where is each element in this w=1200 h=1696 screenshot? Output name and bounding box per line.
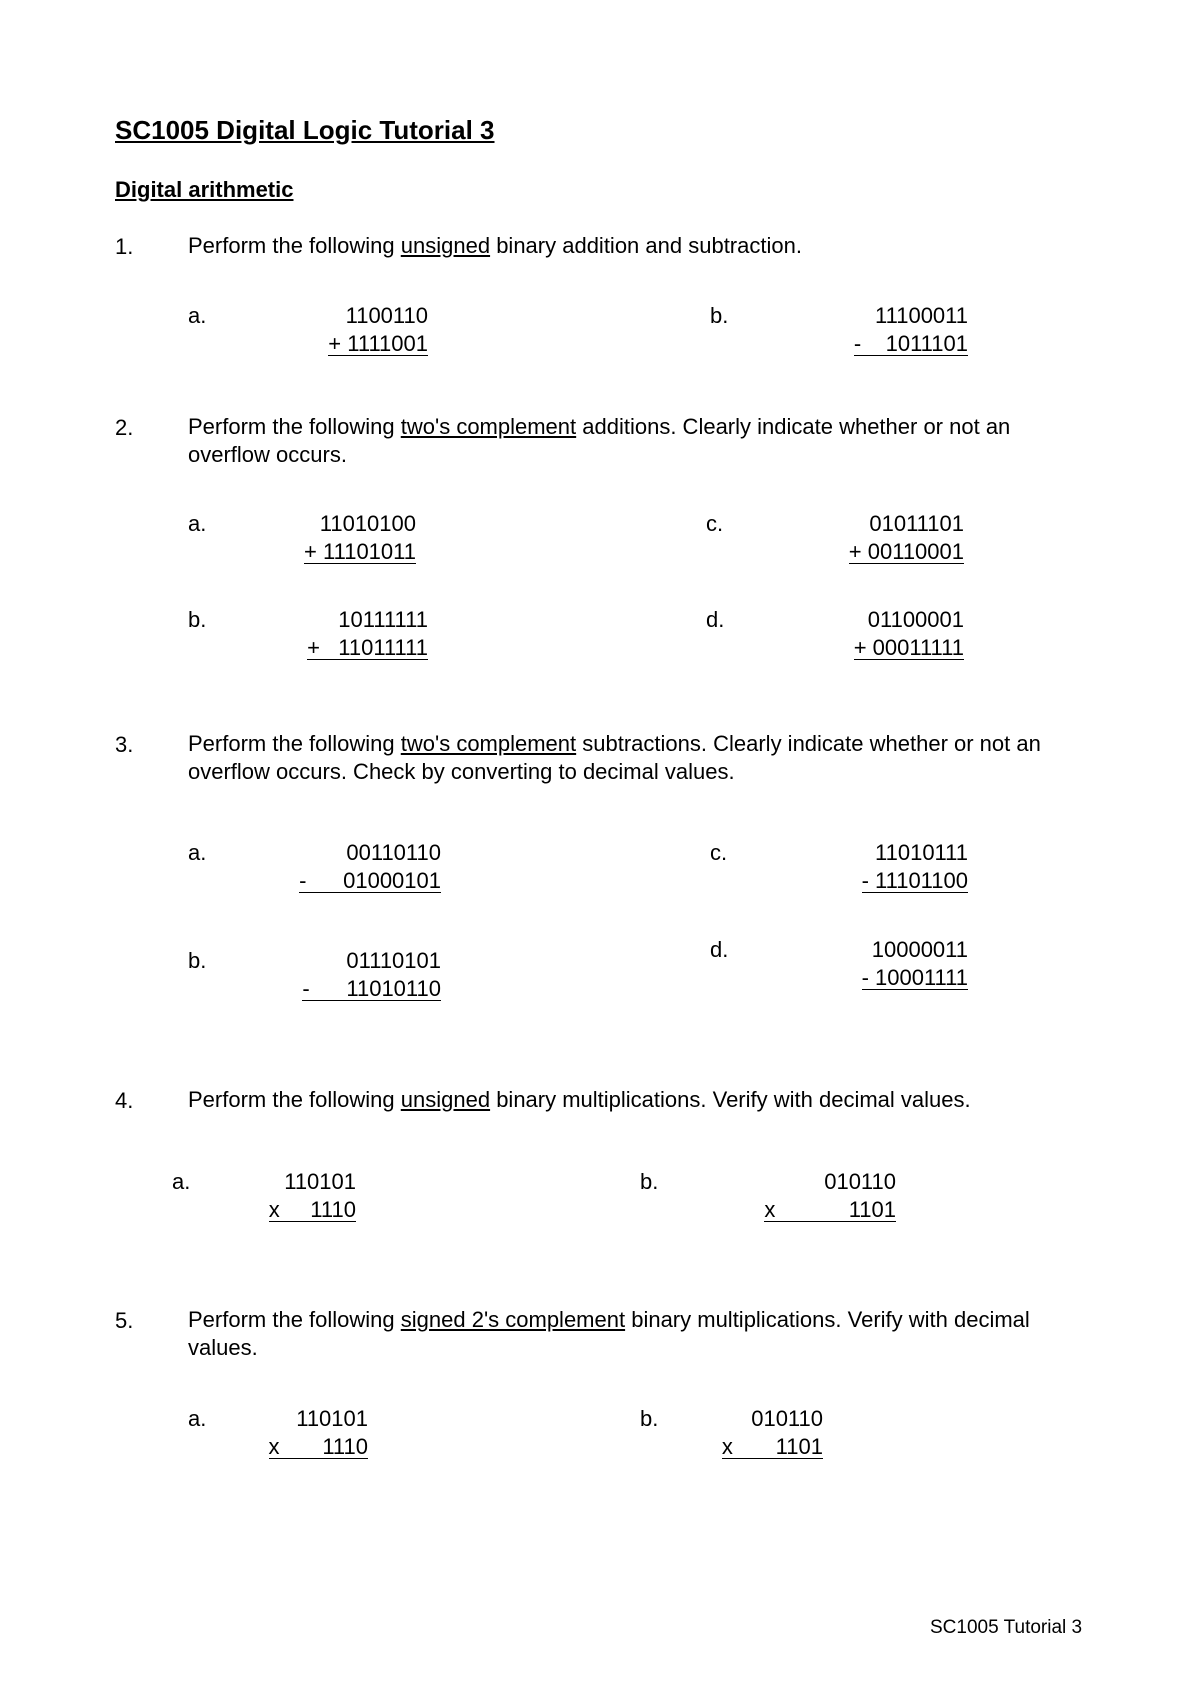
binary-operation: 110101 x 1110 [268, 1406, 368, 1459]
problem-label: a. [188, 303, 207, 328]
question-text: Perform the following signed 2's complement binary multiplications. Verify with decimal values. [188, 1307, 1030, 1360]
problem-label: a. [188, 1406, 207, 1431]
question-number: 4. [115, 1088, 134, 1113]
problem-label: b. [710, 303, 729, 328]
question-number: 5. [115, 1308, 134, 1333]
binary-operation: 11010100 + 11101011 [304, 511, 416, 564]
binary-operation: 00110110 - 01000101 [299, 840, 441, 893]
problem-label: c. [710, 840, 728, 865]
binary-operation: 11100011 - 1011101 [853, 303, 968, 356]
question-number: 3. [115, 732, 134, 757]
problem-label: a. [172, 1169, 191, 1194]
binary-operation: 10111111 + 11011111 [307, 607, 428, 660]
problem-label: a. [188, 511, 207, 536]
binary-operation: 11010111 - 11101100 [861, 840, 968, 893]
binary-operation: 01011101 + 00110001 [848, 511, 964, 564]
problem-label: d. [706, 607, 725, 632]
question-text: Perform the following two's complement additions. Clearly indicate whether or not an overflow occurs. [188, 414, 1011, 467]
question-number: 1. [115, 234, 134, 259]
page-footer: SC1005 Tutorial 3 [930, 1617, 1083, 1638]
binary-operation: 01110101 - 11010110 [302, 948, 441, 1001]
question-number: 2. [115, 415, 134, 440]
binary-operation: 10000011 - 10001111 [861, 937, 968, 990]
binary-operation: 110101 x 1110 [268, 1169, 356, 1222]
question-text: Perform the following two's complement subtractions. Clearly indicate whether or not an overflow occurs. Check by converting to decimal values. [188, 731, 1041, 784]
binary-operation: 01100001 + 00011111 [853, 607, 964, 660]
problem-label: b. [188, 607, 207, 632]
problem-label: c. [706, 511, 724, 536]
problem-label: d. [710, 937, 729, 962]
binary-operation: 1100110 + 1111001 [328, 303, 428, 356]
question-text: Perform the following unsigned binary addition and subtraction. [188, 233, 802, 258]
problem-label: b. [640, 1406, 659, 1431]
page-title: SC1005 Digital Logic Tutorial 3 [115, 115, 495, 145]
binary-operation: 010110 x 1101 [764, 1169, 896, 1222]
question-text: Perform the following unsigned binary multiplications. Verify with decimal values. [188, 1087, 971, 1112]
problem-label: b. [188, 948, 207, 973]
problem-label: a. [188, 840, 207, 865]
section-heading: Digital arithmetic [115, 177, 294, 202]
problem-label: b. [640, 1169, 659, 1194]
binary-operation: 010110 x 1101 [721, 1406, 823, 1459]
